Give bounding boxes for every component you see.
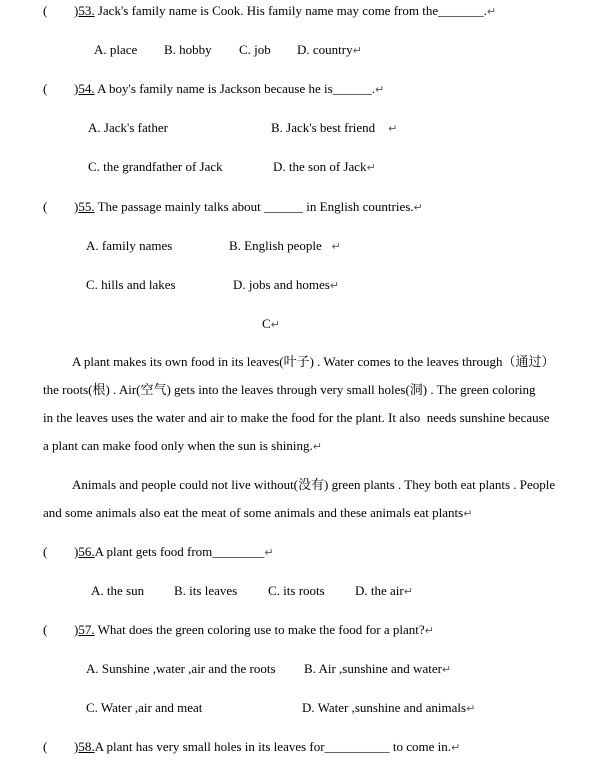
q54-number: 54. xyxy=(78,81,95,96)
return-mark: ↵ xyxy=(374,83,385,96)
q57-option-b-line xyxy=(304,662,451,675)
return-mark: ↵ xyxy=(388,122,398,135)
passage-p1-line-4-wrap xyxy=(43,439,322,452)
q56-stem: A plant gets food from xyxy=(94,544,213,559)
passage-p1-line-4: a plant can make food only when the sun is shining. xyxy=(43,438,313,453)
q55-option-a: A. family names xyxy=(86,238,173,253)
section-label-line xyxy=(262,317,280,330)
q54-option-a: A. Jack's father xyxy=(88,120,168,135)
q54-stem: A boy's family name is Jackson because he is xyxy=(94,81,333,96)
q53-paren-close: ) xyxy=(74,3,79,18)
q58-paren-close: ) xyxy=(74,739,79,754)
q56-stem-line xyxy=(74,545,274,558)
q56-number: 56. xyxy=(78,544,95,559)
q54-option-b: B. Jack's best friend xyxy=(271,120,376,135)
q58-paren-open: ( xyxy=(43,739,48,754)
q53-option-d-line xyxy=(297,43,362,56)
q53-stem-line xyxy=(74,4,496,17)
q56-option-a: A. the sun xyxy=(91,583,145,598)
q55-end: in English countries. xyxy=(303,199,414,214)
return-mark: ↵ xyxy=(312,440,322,453)
q56-option-c: C. its roots xyxy=(268,583,325,598)
q55-option-b-line xyxy=(229,239,341,252)
return-mark: ↵ xyxy=(424,624,434,637)
q54-stem-line xyxy=(74,82,384,95)
return-mark: ↵ xyxy=(466,702,476,715)
passage-p1-line-3: in the leaves uses the water and air to make the food for the plant. It also needs sunshine because xyxy=(43,410,550,425)
q56-paren-close: ) xyxy=(74,544,79,559)
q55-option-b: B. English people xyxy=(229,238,322,253)
q55-number: 55. xyxy=(78,199,95,214)
q57-stem-line xyxy=(74,623,434,636)
q56-paren-open: ( xyxy=(43,544,48,559)
return-mark: ↵ xyxy=(366,161,376,174)
q57-number: 57. xyxy=(78,622,95,637)
q58-number: 58. xyxy=(78,739,95,754)
return-mark: ↵ xyxy=(441,663,452,676)
q58-stem-line xyxy=(74,740,460,753)
return-mark: ↵ xyxy=(413,201,423,214)
return-mark: ↵ xyxy=(403,585,413,598)
q54-option-d: D. the son of Jack xyxy=(273,159,367,174)
section-label: C xyxy=(262,316,271,331)
q54-blank: ______ xyxy=(332,81,372,96)
q53-stem: Jack's family name is Cook. His family name may come from the xyxy=(94,3,439,18)
q56-blank: ________ xyxy=(212,544,265,559)
passage-p2-line-2: and some animals also eat the meat of some animals and these animals eat plants xyxy=(43,505,464,520)
q54-option-d-line xyxy=(273,160,376,173)
q54-paren-close: ) xyxy=(74,81,79,96)
q55-option-c: C. hills and lakes xyxy=(86,277,176,292)
return-mark: ↵ xyxy=(450,741,461,754)
q54-end: . xyxy=(371,81,375,96)
passage-p2-line-2-wrap xyxy=(43,506,472,519)
passage-p1-line-1: A plant makes its own food in its leaves(叶子) . Water comes to the leaves through（通过） xyxy=(72,354,555,369)
passage-p1-line-2: the roots(根) . Air(空气) gets into the leaves through very small holes(洞) . The green coloring xyxy=(43,382,536,397)
q57-paren-open: ( xyxy=(43,622,48,637)
q57-option-d: D. Water ,sunshine and animals xyxy=(302,700,467,715)
return-mark: ↵ xyxy=(331,240,341,253)
q53-option-c: C. job xyxy=(239,42,271,57)
return-mark: ↵ xyxy=(270,318,280,331)
q54-paren-open: ( xyxy=(43,81,48,96)
q55-option-d: D. jobs and homes xyxy=(233,277,330,292)
q57-option-b: B. Air ,sunshine and water xyxy=(304,661,442,676)
q53-blank: _______ xyxy=(438,3,484,18)
q54-option-b-line xyxy=(271,121,397,134)
q53-option-b: B. hobby xyxy=(164,42,212,57)
passage-p2-line-1: Animals and people could not live without(没有) green plants . They both eat plants . People xyxy=(72,477,556,492)
return-mark: ↵ xyxy=(264,546,274,559)
q58-stem: A plant has very small holes in its leaves for xyxy=(94,739,325,754)
q55-paren-open: ( xyxy=(43,199,48,214)
q58-end: to come in. xyxy=(389,739,451,754)
q57-paren-close: ) xyxy=(74,622,79,637)
q53-number: 53. xyxy=(78,3,95,18)
q55-option-d-line xyxy=(233,278,339,291)
q55-paren-close: ) xyxy=(74,199,79,214)
q57-option-c: C. Water ,air and meat xyxy=(86,700,203,715)
q54-option-c: C. the grandfather of Jack xyxy=(88,159,223,174)
q56-option-b: B. its leaves xyxy=(174,583,238,598)
q58-blank: __________ xyxy=(324,739,390,754)
q53-paren-open: ( xyxy=(43,3,48,18)
q53-option-d: D. country xyxy=(297,42,353,57)
return-mark: ↵ xyxy=(486,5,497,18)
q57-stem: What does the green coloring use to make the food for a plant? xyxy=(94,622,425,637)
q55-stem: The passage mainly talks about xyxy=(94,199,261,214)
q57-option-d-line xyxy=(302,701,475,714)
q56-option-d-line xyxy=(355,584,413,597)
q55-stem-line xyxy=(74,200,423,213)
q53-option-a: A. place xyxy=(94,42,138,57)
return-mark: ↵ xyxy=(463,507,473,520)
return-mark: ↵ xyxy=(329,279,339,292)
return-mark: ↵ xyxy=(352,44,362,57)
q53-end: . xyxy=(483,3,487,18)
q57-option-a: A. Sunshine ,water ,air and the roots xyxy=(86,661,276,676)
q56-option-d: D. the air xyxy=(355,583,404,598)
q55-blank: ______ xyxy=(264,199,304,214)
